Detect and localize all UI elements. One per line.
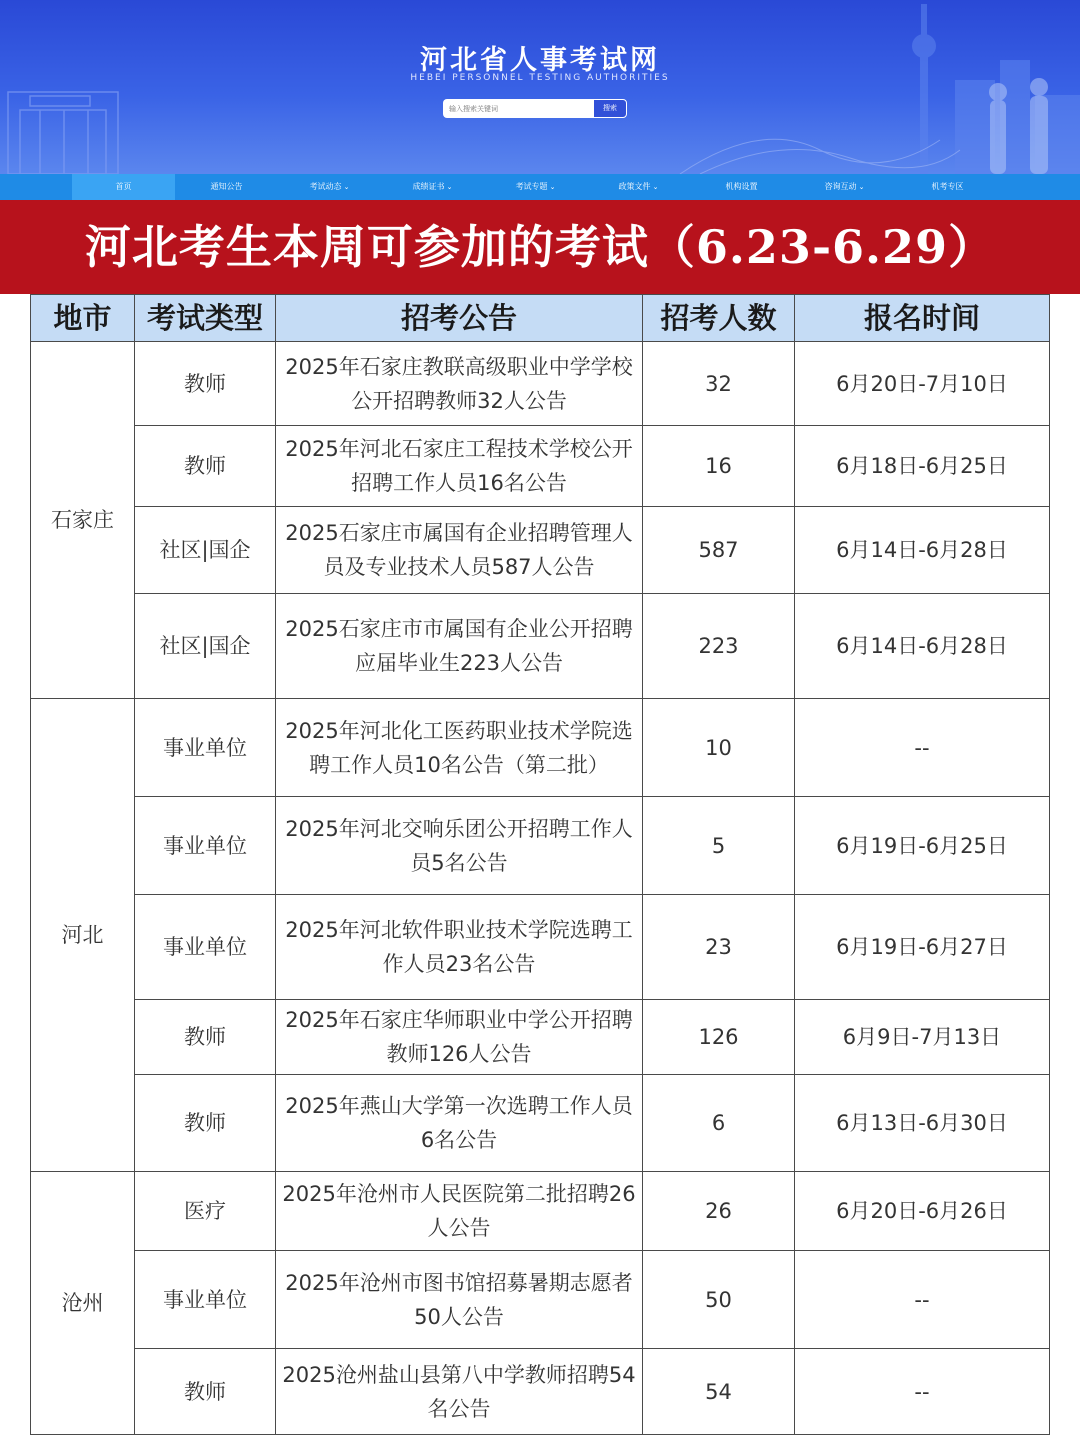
header-exam-type: 考试类型 xyxy=(135,295,276,342)
city-cell: 河北 xyxy=(31,699,135,1172)
table-row xyxy=(31,699,1050,797)
count-cell: 16 xyxy=(643,426,795,507)
chevron-down-icon: ⌄ xyxy=(343,183,350,191)
time-cell: 6月14日-6月28日 xyxy=(795,594,1050,699)
nav-item-organization[interactable]: 机构设置 xyxy=(725,182,758,191)
notice-cell[interactable]: 2025年石家庄教联高级职业中学学校公开招聘教师32人公告 xyxy=(276,342,643,426)
exam-type-cell: 教师 xyxy=(135,342,276,426)
exam-table xyxy=(30,294,1050,1435)
notice-cell[interactable]: 2025沧州盐山县第八中学教师招聘54名公告 xyxy=(276,1349,643,1435)
exam-type-cell: 事业单位 xyxy=(135,1251,276,1349)
table-header-row xyxy=(31,295,1050,342)
search-bar xyxy=(443,99,627,118)
exam-type-cell: 教师 xyxy=(135,426,276,507)
time-cell: 6月20日-6月26日 xyxy=(795,1172,1050,1251)
site-title: 河北省人事考试网 xyxy=(420,45,660,76)
count-cell: 6 xyxy=(643,1075,795,1172)
time-cell: 6月13日-6月30日 xyxy=(795,1075,1050,1172)
chevron-down-icon: ⌄ xyxy=(858,183,865,191)
count-cell: 126 xyxy=(643,1000,795,1075)
search-button[interactable]: 搜索 xyxy=(593,99,627,118)
search-input[interactable] xyxy=(443,99,593,118)
city-cell: 沧州 xyxy=(31,1172,135,1435)
time-cell: 6月20日-7月10日 xyxy=(795,342,1050,426)
exam-type-cell: 事业单位 xyxy=(135,895,276,1000)
nav-item-computer-exam[interactable]: 机考专区 xyxy=(931,182,964,191)
table-row xyxy=(31,426,1050,507)
time-cell: 6月18日-6月25日 xyxy=(795,426,1050,507)
notice-cell[interactable]: 2025年石家庄华师职业中学公开招聘教师126人公告 xyxy=(276,1000,643,1075)
table-row xyxy=(31,1000,1050,1075)
chevron-down-icon: ⌄ xyxy=(549,183,556,191)
table-row xyxy=(31,1172,1050,1251)
notice-cell[interactable]: 2025年河北石家庄工程技术学校公开招聘工作人员16名公告 xyxy=(276,426,643,507)
exam-type-cell: 事业单位 xyxy=(135,797,276,895)
exam-type-cell: 教师 xyxy=(135,1000,276,1075)
notice-cell[interactable]: 2025年河北交响乐团公开招聘工作人员5名公告 xyxy=(276,797,643,895)
site-subtitle: HEBEI PERSONNEL TESTING AUTHORITIES xyxy=(410,73,670,83)
table-row xyxy=(31,1251,1050,1349)
header-registration-time: 报名时间 xyxy=(795,295,1050,342)
table-row xyxy=(31,895,1050,1000)
headline-title: 河北考生本周可参加的考试（6.23-6.29） xyxy=(84,220,996,274)
time-cell: -- xyxy=(795,1251,1050,1349)
count-cell: 223 xyxy=(643,594,795,699)
exam-type-cell: 社区|国企 xyxy=(135,594,276,699)
time-cell: 6月9日-7月13日 xyxy=(795,1000,1050,1075)
nav-item-consult[interactable]: 咨询互动 ⌄ xyxy=(824,182,865,191)
notice-cell[interactable]: 2025年沧州市图书馆招募暑期志愿者50人公告 xyxy=(276,1251,643,1349)
header-count: 招考人数 xyxy=(643,295,795,342)
exam-type-cell: 医疗 xyxy=(135,1172,276,1251)
count-cell: 50 xyxy=(643,1251,795,1349)
notice-cell[interactable]: 2025石家庄市属国有企业招聘管理人员及专业技术人员587人公告 xyxy=(276,507,643,594)
chevron-down-icon: ⌄ xyxy=(446,183,453,191)
count-cell: 23 xyxy=(643,895,795,1000)
nav-item-notices[interactable]: 通知公告 xyxy=(210,182,243,191)
table-row xyxy=(31,1075,1050,1172)
table-row xyxy=(31,507,1050,594)
header-city: 地市 xyxy=(31,295,135,342)
count-cell: 26 xyxy=(643,1172,795,1251)
nav-item-home[interactable]: 首页 xyxy=(72,174,175,200)
notice-cell[interactable]: 2025年河北软件职业技术学院选聘工作人员23名公告 xyxy=(276,895,643,1000)
time-cell: 6月19日-6月25日 xyxy=(795,797,1050,895)
city-cell: 石家庄 xyxy=(31,342,135,699)
exam-type-cell: 社区|国企 xyxy=(135,507,276,594)
notice-cell[interactable]: 2025年沧州市人民医院第二批招聘26人公告 xyxy=(276,1172,643,1251)
table-row xyxy=(31,797,1050,895)
nav-item-exam-topics[interactable]: 考试专题 ⌄ xyxy=(515,182,556,191)
nav-item-scores[interactable]: 成绩证书 ⌄ xyxy=(412,182,453,191)
headline-banner xyxy=(0,200,1080,294)
exam-type-cell: 教师 xyxy=(135,1349,276,1435)
main-nav xyxy=(0,174,1080,200)
time-cell: -- xyxy=(795,1349,1050,1435)
table-row xyxy=(31,594,1050,699)
chevron-down-icon: ⌄ xyxy=(652,183,659,191)
nav-item-policy[interactable]: 政策文件 ⌄ xyxy=(618,182,659,191)
notice-cell[interactable]: 2025年燕山大学第一次选聘工作人员6名公告 xyxy=(276,1075,643,1172)
table-row xyxy=(31,1349,1050,1435)
notice-cell[interactable]: 2025年河北化工医药职业技术学院选聘工作人员10名公告（第二批） xyxy=(276,699,643,797)
notice-cell[interactable]: 2025石家庄市市属国有企业公开招聘应届毕业生223人公告 xyxy=(276,594,643,699)
table-row xyxy=(31,342,1050,426)
exam-type-cell: 事业单位 xyxy=(135,699,276,797)
time-cell: 6月19日-6月27日 xyxy=(795,895,1050,1000)
count-cell: 587 xyxy=(643,507,795,594)
count-cell: 5 xyxy=(643,797,795,895)
count-cell: 32 xyxy=(643,342,795,426)
exam-type-cell: 教师 xyxy=(135,1075,276,1172)
time-cell: -- xyxy=(795,699,1050,797)
nav-item-exam-news[interactable]: 考试动态 ⌄ xyxy=(309,182,350,191)
header-notice: 招考公告 xyxy=(276,295,643,342)
site-banner xyxy=(0,0,1080,174)
count-cell: 54 xyxy=(643,1349,795,1435)
banner-skyline-illustration xyxy=(0,0,1080,174)
count-cell: 10 xyxy=(643,699,795,797)
time-cell: 6月14日-6月28日 xyxy=(795,507,1050,594)
